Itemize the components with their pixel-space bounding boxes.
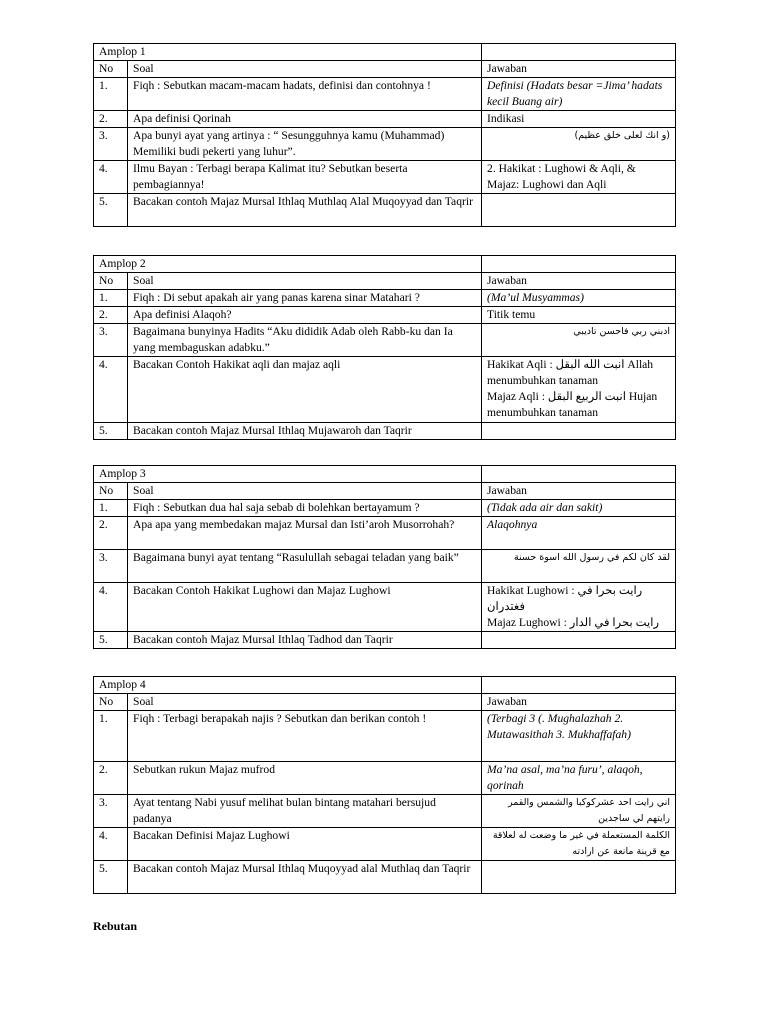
row-number: 1.	[94, 711, 128, 762]
row-number: 2.	[94, 517, 128, 550]
question-cell: Fiqh : Terbagi berapakah najis ? Sebutkan dan berikan contoh !	[128, 711, 482, 762]
table-header-row	[94, 694, 676, 711]
empty-cell	[482, 677, 676, 694]
question-cell: Fiqh : Sebutkan macam-macam hadats, definisi dan contohnya !	[128, 78, 482, 111]
row-number: 1.	[94, 78, 128, 111]
table-row	[94, 632, 676, 649]
header-no: No	[94, 61, 128, 78]
question-cell: Apa definisi Qorinah	[128, 111, 482, 128]
question-cell: Bacakan contoh Majaz Mursal Ithlaq Muthlaq Alal Muqoyyad dan Taqrir	[128, 194, 482, 227]
row-number: 5.	[94, 194, 128, 227]
row-number: 4.	[94, 161, 128, 194]
table-row	[94, 128, 676, 161]
answer-text: 2. Hakikat : Lughowi & Aqli, & Majaz: Lughowi dan Aqli	[487, 162, 636, 191]
row-number: 5.	[94, 861, 128, 894]
row-number: 1.	[94, 500, 128, 517]
header-soal: Soal	[128, 694, 482, 711]
row-number: 5.	[94, 632, 128, 649]
answer-text-arabic: الكلمة المستعملة في غير ما وضعت له لعلاقة مع قرينة مانعة عن ارادته	[492, 830, 671, 857]
amplop-2-table	[93, 255, 676, 440]
header-soal: Soal	[128, 483, 482, 500]
answer-cell	[482, 583, 676, 632]
amplop-title: Amplop 1	[94, 44, 482, 61]
answer-text-arabic: لقد كان لكم في رسول الله اسوة حسنة	[513, 552, 671, 563]
question-cell: Sebutkan rukun Majaz mufrod	[128, 762, 482, 795]
row-number: 3.	[94, 128, 128, 161]
question-cell: Apa bunyi ayat yang artinya : “ Sesungguhnya kamu (Muhammad) Memiliki budi pekerti yang luhur”.	[128, 128, 482, 161]
question-cell: Bacakan Contoh Hakikat Lughowi dan Majaz Lughowi	[128, 583, 482, 632]
answer-text: (Tidak ada air dan sakit)	[487, 501, 603, 514]
table-row	[94, 828, 676, 861]
question-cell: Bacakan Contoh Hakikat aqli dan majaz aqli	[128, 357, 482, 423]
amplop-title: Amplop 4	[94, 677, 482, 694]
table-row	[94, 78, 676, 111]
answer-text: Hakikat Aqli : انبت الله البقل Allah menumbuhkan tanaman	[487, 358, 654, 387]
table-title-row	[94, 44, 676, 61]
amplop-title: Amplop 2	[94, 256, 482, 273]
answer-cell	[482, 711, 676, 762]
empty-cell	[482, 256, 676, 273]
answer-cell	[482, 795, 676, 828]
question-cell: Apa definisi Alaqoh?	[128, 307, 482, 324]
row-number: 5.	[94, 423, 128, 440]
answer-cell	[482, 128, 676, 161]
table-row	[94, 795, 676, 828]
header-soal: Soal	[128, 61, 482, 78]
table-row	[94, 111, 676, 128]
answer-cell	[482, 194, 676, 227]
question-cell: Ilmu Bayan : Terbagi berapa Kalimat itu? Sebutkan beserta pembagiannya!	[128, 161, 482, 194]
table-header-row	[94, 273, 676, 290]
row-number: 3.	[94, 795, 128, 828]
header-jawaban: Jawaban	[482, 694, 676, 711]
question-cell: Ayat tentang Nabi yusuf melihat bulan bintang matahari bersujud padanya	[128, 795, 482, 828]
table-row	[94, 500, 676, 517]
table-row	[94, 517, 676, 550]
answer-text: (Ma’ul Musyammas)	[487, 291, 584, 304]
table-row	[94, 194, 676, 227]
table-row	[94, 583, 676, 632]
answer-cell	[482, 550, 676, 583]
answer-text: Ma’na asal, ma’na furu’, alaqoh, qorinah	[487, 763, 643, 792]
row-number: 4.	[94, 583, 128, 632]
answer-text: Hakikat Lughowi : رايت بحرا في فغتدران	[487, 584, 643, 613]
table-title-row	[94, 466, 676, 483]
answer-cell	[482, 290, 676, 307]
question-cell: Bagaimana bunyi ayat tentang “Rasulullah sebagai teladan yang baik”	[128, 550, 482, 583]
answer-text-arabic: اني رايت احد عشركوكبا والشمس والقمر رايتهم لي ساجدين	[508, 797, 671, 824]
header-soal: Soal	[128, 273, 482, 290]
amplop-4-table	[93, 676, 676, 894]
question-cell: Bagaimana bunyinya Hadits “Aku dididik Adab oleh Rabb-ku dan Ia yang membaguskan adabku.”	[128, 324, 482, 357]
amplop-1-table	[93, 43, 676, 227]
table-row	[94, 357, 676, 423]
table-row	[94, 161, 676, 194]
header-jawaban: Jawaban	[482, 273, 676, 290]
table-row	[94, 861, 676, 894]
row-number: 3.	[94, 324, 128, 357]
section-heading-rebutan: Rebutan	[93, 919, 138, 933]
answer-text-arabic: (و انك لعلى خلق عظيم)	[574, 130, 671, 141]
row-number: 3.	[94, 550, 128, 583]
answer-cell	[482, 307, 676, 324]
answer-cell	[482, 111, 676, 128]
table-row	[94, 307, 676, 324]
answer-cell	[482, 500, 676, 517]
table-header-row	[94, 483, 676, 500]
answer-cell	[482, 78, 676, 111]
row-number: 1.	[94, 290, 128, 307]
answer-cell	[482, 762, 676, 795]
question-cell: Bacakan Definisi Majaz Lughowi	[128, 828, 482, 861]
table-row	[94, 324, 676, 357]
question-cell: Apa apa yang membedakan majaz Mursal dan Isti’aroh Musorrohah?	[128, 517, 482, 550]
table-title-row	[94, 256, 676, 273]
answer-cell	[482, 828, 676, 861]
row-number: 4.	[94, 357, 128, 423]
amplop-title: Amplop 3	[94, 466, 482, 483]
row-number: 2.	[94, 111, 128, 128]
amplop-3-table	[93, 465, 676, 649]
answer-text: Alaqohnya	[487, 518, 538, 531]
table-header-row	[94, 61, 676, 78]
row-number: 2.	[94, 762, 128, 795]
answer-text: Definisi (Hadats besar =Jima’ hadats kecil Buang air)	[487, 79, 663, 108]
table-title-row	[94, 677, 676, 694]
answer-text: Majaz Aqli : انبت الربيع البقل Hujan menumbuhkan tanaman	[487, 390, 658, 419]
answer-text: Indikasi	[487, 112, 525, 125]
answer-text-arabic: ادبني ربي فاحسن تاديبي	[573, 326, 671, 337]
empty-cell	[482, 466, 676, 483]
answer-cell	[482, 861, 676, 894]
header-no: No	[94, 483, 128, 500]
row-number: 4.	[94, 828, 128, 861]
answer-cell	[482, 357, 676, 423]
question-cell: Bacakan contoh Majaz Mursal Ithlaq Tadhod dan Taqrir	[128, 632, 482, 649]
empty-cell	[482, 44, 676, 61]
header-jawaban: Jawaban	[482, 483, 676, 500]
answer-text: (Terbagi 3 (. Mughalazhah 2. Mutawasithah 3. Mukhaffafah)	[487, 712, 631, 741]
answer-cell	[482, 161, 676, 194]
answer-cell	[482, 632, 676, 649]
answer-text: Majaz Lughowi : رايت بحرا في الدار	[487, 616, 660, 629]
answer-cell	[482, 517, 676, 550]
question-cell: Bacakan contoh Majaz Mursal Ithlaq Mujawaroh dan Taqrir	[128, 423, 482, 440]
table-row	[94, 711, 676, 762]
question-cell: Bacakan contoh Majaz Mursal Ithlaq Muqoyyad alal Muthlaq dan Taqrir	[128, 861, 482, 894]
answer-cell	[482, 324, 676, 357]
header-no: No	[94, 694, 128, 711]
question-cell: Fiqh : Di sebut apakah air yang panas karena sinar Matahari ?	[128, 290, 482, 307]
table-row	[94, 423, 676, 440]
header-no: No	[94, 273, 128, 290]
question-cell: Fiqh : Sebutkan dua hal saja sebab di bolehkan bertayamum ?	[128, 500, 482, 517]
table-row	[94, 550, 676, 583]
table-row	[94, 762, 676, 795]
answer-cell	[482, 423, 676, 440]
table-row	[94, 290, 676, 307]
header-jawaban: Jawaban	[482, 61, 676, 78]
row-number: 2.	[94, 307, 128, 324]
answer-text: Titik temu	[487, 308, 536, 321]
